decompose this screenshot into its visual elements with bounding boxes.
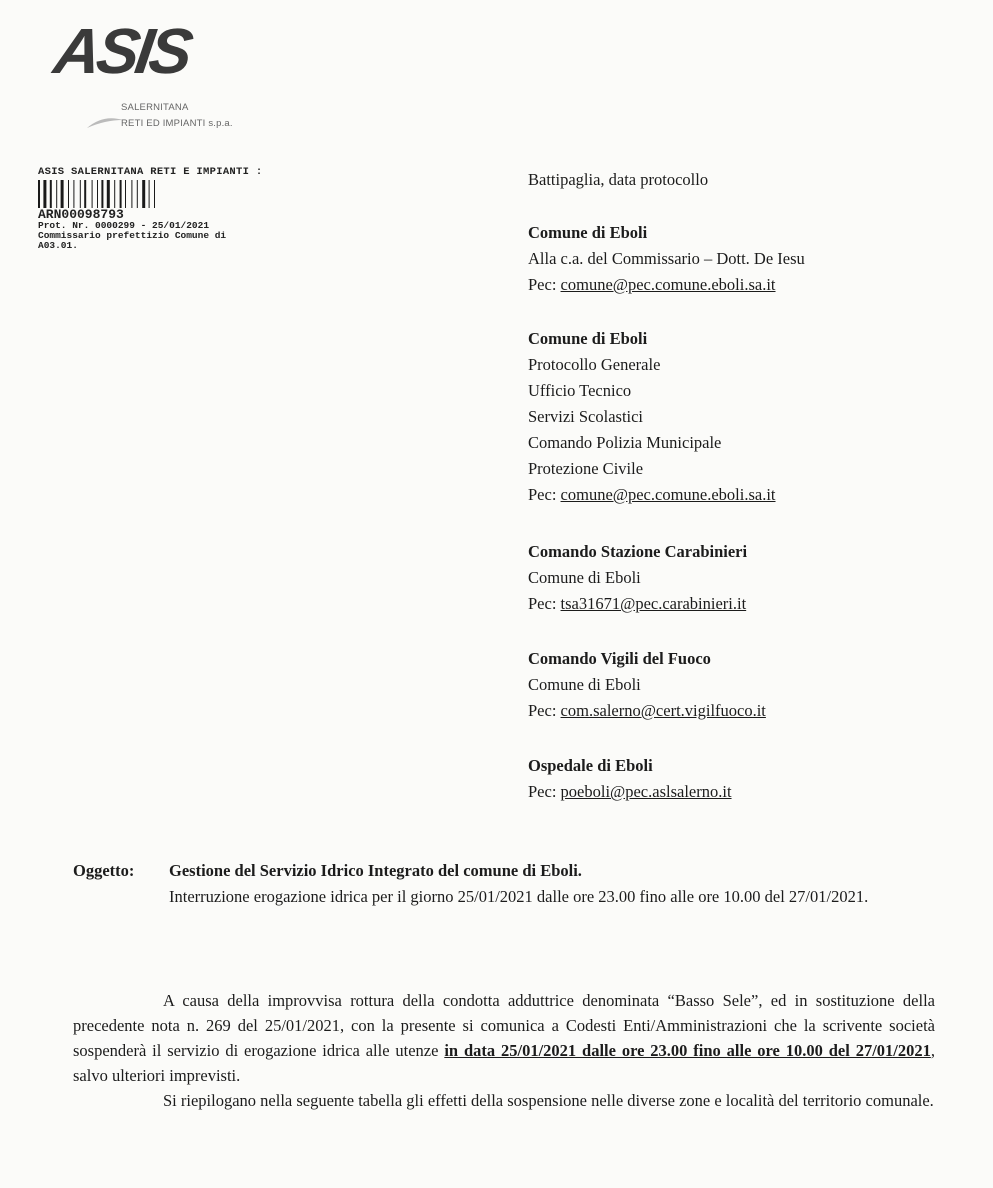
date-line: Battipaglia, data protocollo (528, 170, 709, 189)
subject-detail: Interruzione erogazione idrica per il giorno 25/01/2021 dalle ore 23.00 fino alle ore 10.00 del 27/01/2021. (169, 887, 869, 906)
logo-mark: ASIS (49, 15, 194, 87)
recipient-block (528, 753, 968, 805)
body-paragraph-2: Si riepilogano nella seguente tabella gli effetti della sospensione nelle diverse zone e località del territorio comunale. (163, 1091, 934, 1110)
recipient-pec (528, 698, 968, 724)
pec-label: Pec: (528, 701, 557, 720)
outage-period-emphasis: in data 25/01/2021 dalle ore 23.00 fino alle ore 10.00 del 27/01/2021 (444, 1041, 931, 1060)
recipient-line: Servizi Scolastici (528, 407, 644, 426)
subject-title: Gestione del Servizio Idrico Integrato del comune di Eboli. (169, 861, 582, 880)
recipient-title: Comando Stazione Carabinieri (528, 542, 748, 561)
recipient-line: Comune di Eboli (528, 568, 641, 587)
recipient-pec (528, 779, 968, 805)
subject-block (73, 858, 943, 910)
stamp-class-line: A03.01. (38, 240, 78, 251)
pec-label: Pec: (528, 275, 557, 294)
recipient-block (528, 539, 968, 617)
protocol-stamp (38, 166, 338, 251)
stamp-recipient-line: Commissario prefettizio Comune di (38, 230, 227, 241)
pec-email-link[interactable]: com.salerno@cert.vigilfuoco.it (560, 701, 766, 720)
recipient-block (528, 326, 968, 508)
logo-swoosh-icon (85, 116, 125, 130)
logo-subtitle-1: SALERNITANA (121, 102, 189, 113)
pec-label: Pec: (528, 594, 557, 613)
stamp-header: ASIS SALERNITANA RETI E IMPIANTI : (38, 166, 263, 178)
recipient-line: Protezione Civile (528, 459, 644, 478)
pec-label: Pec: (528, 782, 557, 801)
barcode-icon (38, 180, 188, 208)
pec-email-link[interactable]: tsa31671@pec.carabinieri.it (560, 594, 747, 613)
recipient-line: Ufficio Tecnico (528, 381, 632, 400)
body-paragraph-1 (73, 988, 935, 1088)
stamp-protocol-line: Prot. Nr. 0000299 - 25/01/2021 (38, 220, 210, 231)
logo-subtitle-2: RETI ED IMPIANTI s.p.a. (121, 118, 233, 129)
pec-label: Pec: (528, 485, 557, 504)
recipient-line: Alla c.a. del Commissario – Dott. De Iesu (528, 249, 805, 268)
recipient-pec (528, 591, 968, 617)
paragraph-text: A causa della improvvisa rottura della condotta adduttrice denominata “Basso Sele”, ed in sostituzione della precedente nota n. 269 del 25/01/2021, con la presente si comunica a Codesti Enti/Amministrazioni che la scrivente società sospenderà il servizio di erogazione idrica alle utenze (73, 991, 935, 1060)
recipient-line: Comando Polizia Municipale (528, 433, 722, 452)
subject-label: Oggetto: (73, 861, 135, 880)
paragraph-text: , salvo ulteriori imprevisti. (73, 1041, 935, 1085)
stamp-code: ARN00098793 (38, 207, 124, 222)
recipient-block (528, 646, 968, 724)
recipient-pec (528, 272, 968, 298)
recipient-pec (528, 482, 968, 508)
pec-email-link[interactable]: comune@pec.comune.eboli.sa.it (560, 485, 776, 504)
recipient-title: Comando Vigili del Fuoco (528, 649, 711, 668)
pec-email-link[interactable]: poeboli@pec.aslsalerno.it (560, 782, 732, 801)
recipient-line: Protocollo Generale (528, 355, 661, 374)
letter-body (73, 988, 935, 1113)
recipient-title: Comune di Eboli (528, 329, 648, 348)
recipient-title: Comune di Eboli (528, 223, 648, 242)
recipient-block (528, 220, 968, 298)
company-logo (49, 15, 255, 136)
pec-email-link[interactable]: comune@pec.comune.eboli.sa.it (560, 275, 776, 294)
recipient-title: Ospedale di Eboli (528, 756, 653, 775)
recipient-line: Comune di Eboli (528, 675, 641, 694)
